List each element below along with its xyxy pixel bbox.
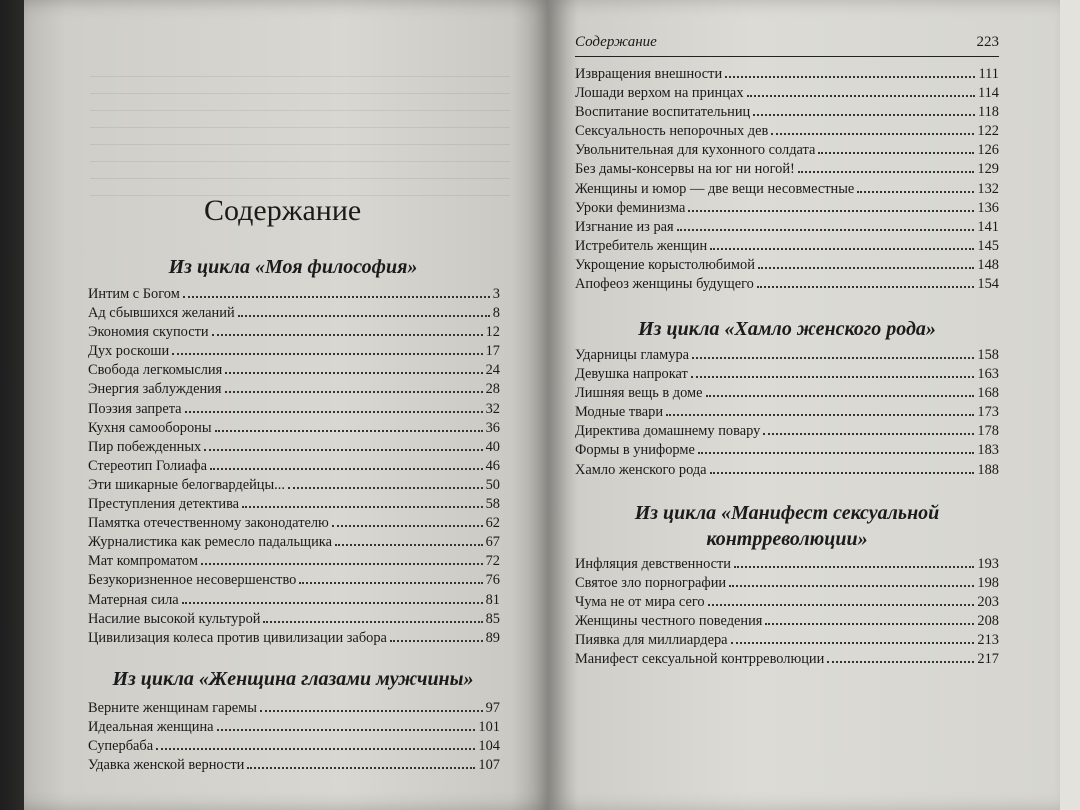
toc-entry bbox=[88, 553, 500, 572]
entry-page-number: 141 bbox=[977, 218, 999, 235]
toc-entry bbox=[88, 439, 500, 458]
toc-entry bbox=[575, 651, 999, 670]
toc-entry bbox=[575, 257, 999, 276]
toc-entry bbox=[575, 594, 999, 613]
entry-title: Стереотип Голиафа bbox=[88, 457, 208, 474]
entry-title: Истребитель женщин bbox=[575, 237, 708, 254]
dot-leader bbox=[238, 305, 490, 317]
entry-page-number: 12 bbox=[485, 324, 500, 341]
dot-leader bbox=[757, 276, 975, 288]
dot-leader bbox=[710, 238, 974, 250]
entry-page-number: 17 bbox=[485, 343, 500, 360]
toc-entry bbox=[88, 362, 500, 381]
entry-page-number: 58 bbox=[485, 496, 500, 513]
dot-leader bbox=[691, 366, 975, 378]
entry-title: Дух роскоши bbox=[88, 343, 170, 360]
dot-leader bbox=[215, 420, 483, 432]
entry-title: Интим с Богом bbox=[88, 286, 180, 302]
toc-entry bbox=[88, 738, 500, 757]
dot-leader bbox=[183, 286, 490, 298]
entry-page-number: 114 bbox=[977, 85, 999, 102]
toc-entry bbox=[88, 324, 500, 343]
entry-title: Энергия заблуждения bbox=[88, 381, 222, 398]
toc-entry bbox=[575, 219, 999, 238]
entry-title: Цивилизация колеса против цивилизации забора bbox=[88, 629, 387, 646]
entry-title: Верните женщинам гаремы bbox=[88, 700, 257, 716]
dot-leader bbox=[765, 613, 974, 625]
entry-title: Пиявка для миллиардера bbox=[575, 632, 728, 649]
toc-entry bbox=[88, 719, 500, 738]
toc-entry bbox=[575, 556, 999, 575]
entry-page-number: 118 bbox=[977, 104, 999, 121]
toc-entry bbox=[88, 343, 500, 362]
entry-title: Ударницы гламура bbox=[575, 347, 690, 363]
toc-entry bbox=[575, 181, 999, 200]
entry-title: Без дамы-консервы на юг ни ногой! bbox=[575, 161, 795, 178]
toc-entry bbox=[88, 515, 500, 534]
entry-page-number: 40 bbox=[485, 438, 500, 455]
dot-leader bbox=[212, 324, 483, 336]
entry-title: Чума не от мира сего bbox=[575, 594, 705, 611]
dot-leader bbox=[390, 630, 483, 642]
entry-page-number: 154 bbox=[977, 276, 999, 293]
dot-leader bbox=[677, 219, 975, 231]
toc-entry bbox=[88, 630, 500, 649]
dot-leader bbox=[288, 477, 483, 489]
entry-title: Насилие высокой культурой bbox=[88, 610, 261, 627]
toc-list-philosophy bbox=[88, 286, 500, 649]
show-through-text bbox=[90, 60, 510, 210]
toc-entry bbox=[88, 477, 500, 496]
dot-leader bbox=[763, 423, 974, 435]
entry-title: Лошади верхом на принцах bbox=[575, 85, 744, 102]
entry-title: Памятка отечественному законодателю bbox=[88, 515, 329, 532]
entry-title: Пир побежденных bbox=[88, 438, 202, 455]
toc-entry bbox=[575, 66, 999, 85]
dot-leader bbox=[818, 142, 974, 154]
dot-leader bbox=[263, 611, 482, 623]
entry-title: Свобода легкомыслия bbox=[88, 362, 223, 379]
entry-title: Апофеоз женщины будущего bbox=[575, 276, 754, 293]
dot-leader bbox=[332, 515, 483, 527]
entry-page-number: 132 bbox=[977, 180, 999, 197]
toc-entry bbox=[88, 420, 500, 439]
dot-leader bbox=[688, 200, 974, 212]
entry-page-number: 173 bbox=[977, 404, 999, 421]
entry-title: Поэзия запрета bbox=[88, 400, 182, 417]
entry-page-number: 145 bbox=[977, 237, 999, 254]
entry-title: Эти шикарные белогвардейцы... bbox=[88, 476, 285, 493]
toc-entry bbox=[575, 123, 999, 142]
toc-entry bbox=[575, 404, 999, 423]
entry-title: Удавка женской верности bbox=[88, 757, 245, 774]
entry-title: Формы в униформе bbox=[575, 442, 695, 459]
entry-page-number: 217 bbox=[977, 651, 999, 668]
entry-title: Журналистика как ремесло падальщика bbox=[88, 534, 332, 551]
dot-leader bbox=[217, 719, 476, 731]
toc-entry bbox=[575, 142, 999, 161]
entry-title: Увольнительная для кухонного солдата bbox=[575, 142, 816, 159]
entry-page-number: 76 bbox=[485, 572, 500, 589]
dot-leader bbox=[185, 401, 483, 413]
entry-page-number: 50 bbox=[485, 476, 500, 493]
dot-leader bbox=[666, 404, 974, 416]
dot-leader bbox=[710, 462, 975, 474]
page-number: 223 bbox=[976, 34, 999, 50]
entry-title: Экономия скупости bbox=[88, 324, 209, 341]
toc-entry bbox=[575, 385, 999, 404]
toc-entry bbox=[88, 286, 500, 305]
dot-leader bbox=[156, 738, 475, 750]
toc-entry bbox=[88, 611, 500, 630]
toc-list-boor-female bbox=[575, 347, 999, 481]
entry-page-number: 188 bbox=[977, 461, 999, 478]
entry-title: Директива домашнему повару bbox=[575, 423, 761, 440]
toc-entry bbox=[88, 496, 500, 515]
entry-page-number: 163 bbox=[977, 366, 999, 383]
dot-leader bbox=[225, 362, 482, 374]
entry-page-number: 203 bbox=[977, 594, 999, 611]
toc-list-manifesto bbox=[575, 556, 999, 671]
toc-entry bbox=[575, 462, 999, 481]
toc-entry bbox=[575, 613, 999, 632]
toc-entry bbox=[575, 276, 999, 295]
toc-entry bbox=[88, 401, 500, 420]
dot-leader bbox=[758, 257, 974, 269]
entry-title: Инфляция девственности bbox=[575, 556, 732, 572]
entry-title: Уроки феминизма bbox=[575, 199, 686, 216]
entry-page-number: 107 bbox=[478, 757, 500, 774]
entry-page-number: 178 bbox=[977, 423, 999, 440]
entry-page-number: 81 bbox=[485, 591, 500, 608]
dot-leader bbox=[725, 66, 975, 78]
entry-page-number: 129 bbox=[977, 161, 999, 178]
entry-title: Сексуальность непорочных дев bbox=[575, 123, 769, 140]
entry-page-number: 32 bbox=[485, 400, 500, 417]
toc-entry bbox=[575, 85, 999, 104]
toc-entry bbox=[88, 458, 500, 477]
entry-page-number: 198 bbox=[977, 575, 999, 592]
dot-leader bbox=[225, 381, 483, 393]
dot-leader bbox=[747, 85, 975, 97]
toc-entry bbox=[88, 592, 500, 611]
dot-leader bbox=[731, 632, 975, 644]
entry-page-number: 8 bbox=[492, 305, 500, 322]
dot-leader bbox=[201, 553, 483, 565]
entry-title: Супербаба bbox=[88, 738, 154, 755]
toc-entry bbox=[575, 104, 999, 123]
entry-title: Девушка напрокат bbox=[575, 366, 688, 383]
entry-page-number: 28 bbox=[485, 381, 500, 398]
running-head-title: Содержание bbox=[575, 34, 657, 50]
toc-entry bbox=[88, 757, 500, 776]
dot-leader bbox=[692, 347, 974, 359]
entry-title: Безукоризненное несовершенство bbox=[88, 572, 297, 589]
section-heading-manifesto-line2: контрреволюции» bbox=[706, 528, 868, 550]
entry-page-number: 104 bbox=[478, 738, 500, 755]
entry-page-number: 3 bbox=[492, 286, 500, 302]
entry-title: Лишняя вещь в доме bbox=[575, 385, 703, 402]
toc-list-woman-through-eyes bbox=[88, 700, 500, 776]
entry-title: Преступления детектива bbox=[88, 496, 240, 513]
entry-page-number: 24 bbox=[485, 362, 500, 379]
entry-title: Женщины и юмор — две вещи несовместные bbox=[575, 180, 855, 197]
entry-page-number: 148 bbox=[977, 256, 999, 273]
entry-page-number: 62 bbox=[485, 515, 500, 532]
entry-page-number: 168 bbox=[977, 385, 999, 402]
dot-leader bbox=[753, 104, 975, 116]
entry-page-number: 97 bbox=[485, 700, 500, 716]
toc-list-continued bbox=[575, 66, 999, 295]
dot-leader bbox=[172, 343, 482, 355]
page-edge-strip bbox=[1060, 0, 1080, 810]
toc-entry bbox=[575, 347, 999, 366]
entry-title: Укрощение корыстолюбимой bbox=[575, 256, 755, 273]
toc-entry bbox=[88, 700, 500, 719]
section-heading-boor-female: Из цикла «Хамло женского рода» bbox=[638, 318, 936, 340]
entry-page-number: 183 bbox=[977, 442, 999, 459]
dot-leader bbox=[771, 123, 974, 135]
toc-entry bbox=[575, 575, 999, 594]
dot-leader bbox=[247, 757, 475, 769]
dot-leader bbox=[857, 181, 974, 193]
entry-page-number: 136 bbox=[977, 199, 999, 216]
dot-leader bbox=[827, 651, 974, 663]
dot-leader bbox=[210, 458, 483, 470]
dot-leader bbox=[798, 161, 975, 173]
toc-entry bbox=[88, 572, 500, 591]
entry-title: Воспитание воспитательниц bbox=[575, 104, 751, 121]
entry-title: Святое зло порнографии bbox=[575, 575, 727, 592]
entry-title: Мат компроматом bbox=[88, 553, 198, 570]
dot-leader bbox=[698, 442, 975, 454]
entry-page-number: 46 bbox=[485, 457, 500, 474]
entry-page-number: 111 bbox=[978, 66, 999, 82]
dot-leader bbox=[242, 496, 483, 508]
toc-entry bbox=[575, 200, 999, 219]
toc-entry bbox=[575, 423, 999, 442]
entry-title: Матерная сила bbox=[88, 591, 179, 608]
entry-title: Извращения внешности bbox=[575, 66, 723, 82]
entry-title: Идеальная женщина bbox=[88, 719, 214, 736]
dot-leader bbox=[729, 575, 974, 587]
section-heading-manifesto-line1: Из цикла «Манифест сексуальной bbox=[634, 502, 940, 524]
dot-leader bbox=[706, 385, 975, 397]
entry-title: Хамло женского рода bbox=[575, 461, 707, 478]
entry-title: Кухня самообороны bbox=[88, 419, 212, 436]
entry-title: Изгнание из рая bbox=[575, 218, 674, 235]
toc-entry bbox=[575, 161, 999, 180]
entry-page-number: 101 bbox=[478, 719, 500, 736]
section-heading-woman-through-eyes: Из цикла «Женщина глазами мужчины» bbox=[112, 668, 474, 690]
entry-page-number: 89 bbox=[485, 629, 500, 646]
toc-entry bbox=[88, 305, 500, 324]
dot-leader bbox=[734, 556, 974, 568]
entry-title: Женщины честного поведения bbox=[575, 613, 763, 630]
entry-page-number: 158 bbox=[977, 347, 999, 363]
entry-page-number: 208 bbox=[977, 613, 999, 630]
entry-page-number: 85 bbox=[485, 610, 500, 627]
dot-leader bbox=[299, 572, 482, 584]
entry-page-number: 126 bbox=[977, 142, 999, 159]
entry-title: Модные твари bbox=[575, 404, 664, 421]
dot-leader bbox=[204, 439, 482, 451]
toc-entry bbox=[88, 381, 500, 400]
toc-entry bbox=[575, 632, 999, 651]
toc-title: Содержание bbox=[204, 194, 362, 227]
running-head bbox=[575, 34, 999, 57]
entry-page-number: 67 bbox=[485, 534, 500, 551]
entry-page-number: 36 bbox=[485, 419, 500, 436]
toc-entry bbox=[88, 534, 500, 553]
dot-leader bbox=[708, 594, 975, 606]
entry-page-number: 72 bbox=[485, 553, 500, 570]
entry-page-number: 193 bbox=[977, 556, 999, 572]
dot-leader bbox=[335, 534, 483, 546]
toc-entry bbox=[575, 366, 999, 385]
entry-page-number: 122 bbox=[977, 123, 999, 140]
entry-title: Манифест сексуальной контрреволюции bbox=[575, 651, 825, 668]
dot-leader bbox=[182, 592, 483, 604]
entry-page-number: 213 bbox=[977, 632, 999, 649]
toc-entry bbox=[575, 238, 999, 257]
section-heading-philosophy: Из цикла «Моя философия» bbox=[168, 256, 418, 278]
toc-entry bbox=[575, 442, 999, 461]
dot-leader bbox=[260, 700, 483, 712]
section-heading-manifesto bbox=[575, 500, 999, 552]
entry-title: Ад сбывшихся желаний bbox=[88, 305, 235, 322]
